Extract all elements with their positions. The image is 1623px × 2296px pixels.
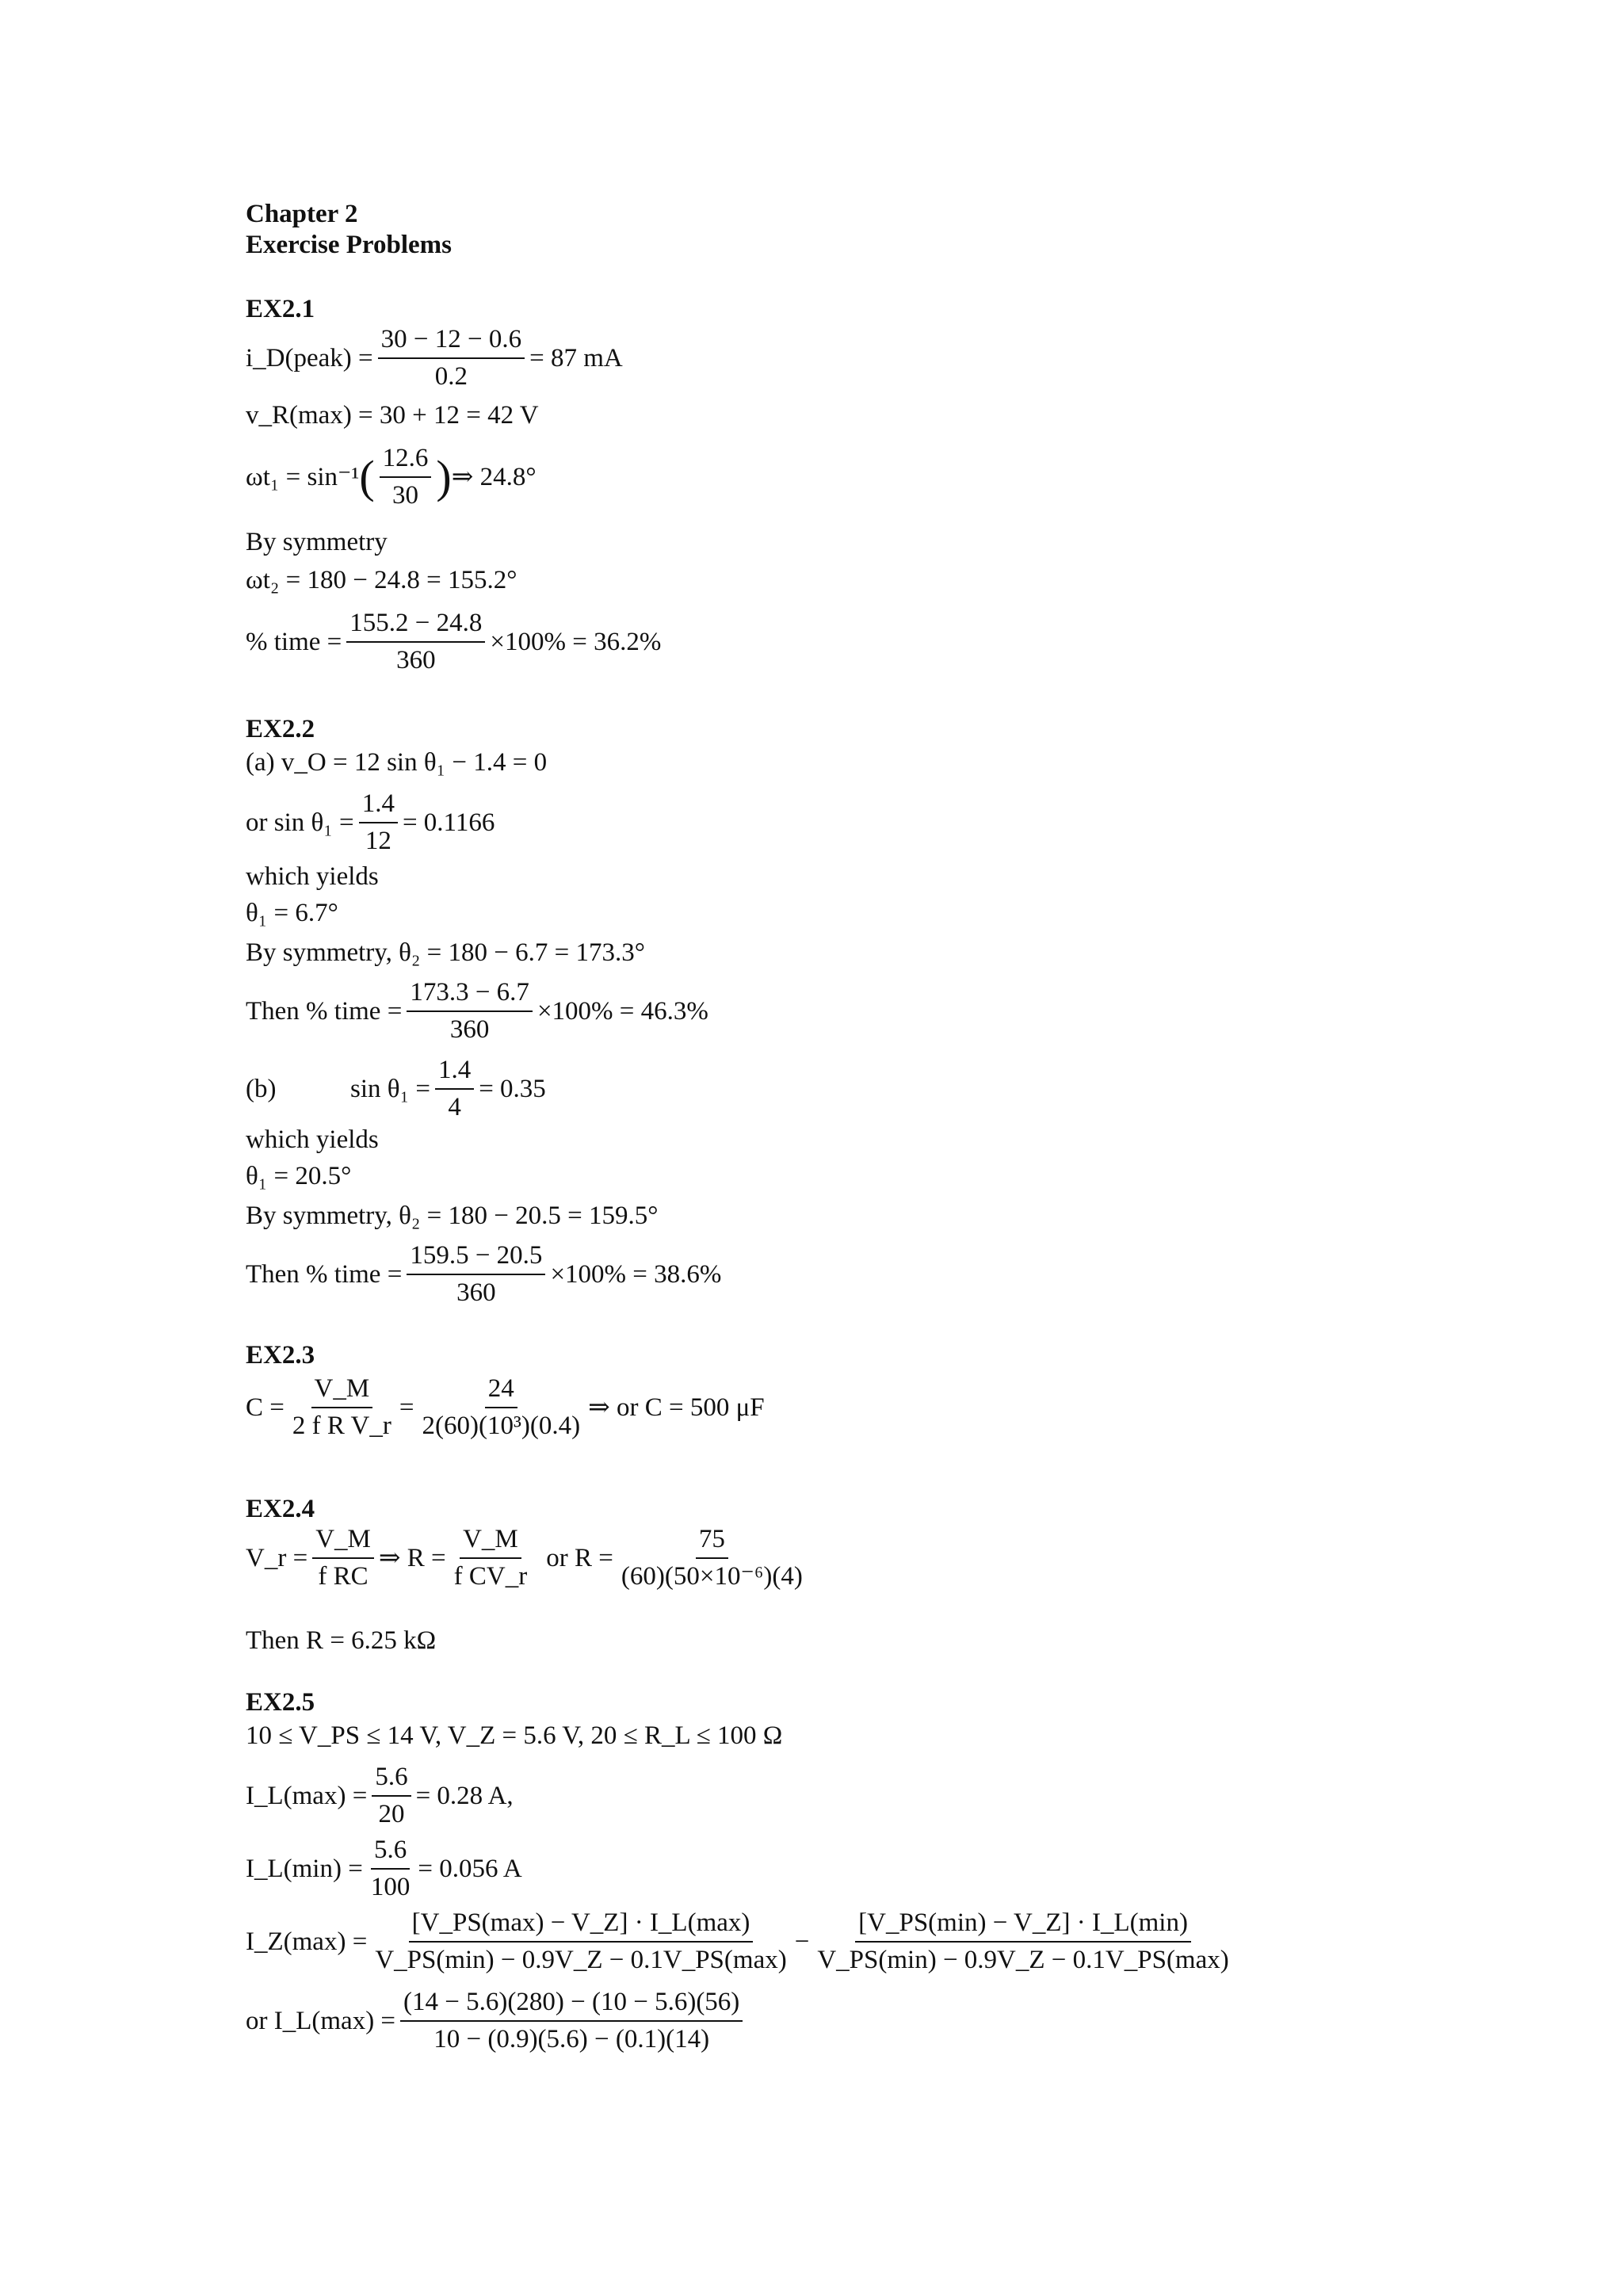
ex24-or: or R =	[546, 1543, 613, 1572]
ex25-solve-lhs: or I_L(max) =	[246, 2006, 396, 2035]
ex21-omega-t1	[246, 445, 537, 509]
ex22-b-pct-fraction	[407, 1243, 545, 1306]
ex22-b-sin-num: 1.4	[435, 1057, 474, 1090]
ex25-solve-num: (14 − 5.6)(280) − (10 − 5.6)(56)	[400, 1989, 743, 2022]
ex25-conditions: 10 ≤ V_PS ≤ 14 V, V_Z = 5.6 V, 20 ≤ R_L ≤ 100 Ω	[246, 1721, 783, 1750]
ex25-ilmin-rhs: = 0.056 A	[418, 1854, 522, 1883]
ex24-f2-num: V_M	[460, 1526, 521, 1559]
ex23-fraction-2	[418, 1376, 583, 1439]
ex21-omega-fraction	[380, 445, 432, 509]
ex22-b-sin-lhs: sin θ₁ =	[350, 1074, 430, 1103]
ex22-b-pct-num: 159.5 − 20.5	[407, 1243, 545, 1275]
ex22-a-sin-den: 12	[365, 827, 391, 855]
ex22-b-theta1: θ₁ = 20.5°	[246, 1162, 352, 1190]
ex21-percent-time	[246, 610, 661, 674]
ex24-ripple	[246, 1526, 811, 1590]
ex21-pct-num: 155.2 − 24.8	[346, 610, 485, 643]
ex21-title: EX2.1	[246, 295, 315, 323]
ex25-ilmax-num: 5.6	[372, 1764, 411, 1797]
ex25-izmax-lhs: I_Z(max) =	[246, 1927, 368, 1956]
ex22-a-pct-den: 360	[449, 1015, 490, 1044]
ex21-peak-rhs: = 87 mA	[529, 343, 623, 372]
ex24-f1-den: f RC	[318, 1562, 369, 1591]
ex23-f1-den: 2 f R V_r	[292, 1412, 391, 1440]
ex25-il-max	[246, 1764, 514, 1828]
ex25-solve-fraction	[400, 1989, 743, 2053]
ex25-ilmax-rhs: = 0.28 A,	[415, 1781, 514, 1810]
chapter-heading: Chapter 2	[246, 200, 358, 228]
ex21-pct-rhs: ×100% = 36.2%	[490, 627, 662, 656]
ex25-solve-den: 10 − (0.9)(5.6) − (0.1)(14)	[433, 2025, 710, 2053]
ex23-fraction-1	[289, 1376, 395, 1439]
ex21-omega-num: 12.6	[380, 445, 432, 478]
ex22-title: EX2.2	[246, 715, 315, 743]
ex24-mid: ⇒ R =	[378, 1543, 446, 1572]
ex21-omega-den: 30	[392, 481, 419, 510]
ex21-peak-den: 0.2	[434, 362, 468, 391]
ex24-fraction-2	[451, 1526, 531, 1590]
ex24-fraction-1	[312, 1526, 374, 1590]
ex22-b-sin	[246, 1057, 546, 1121]
left-paren-icon: (	[359, 451, 375, 502]
ex24-title: EX2.4	[246, 1495, 315, 1523]
ex21-pct-lhs: % time =	[246, 627, 342, 656]
ex25-izmax-f2-den: V_PS(min) − 0.9V_Z − 0.1V_PS(max)	[817, 1946, 1229, 1974]
ex24-f3-den: (60)(50×10⁻⁶)(4)	[621, 1562, 803, 1591]
ex21-peak-lhs: i_D(peak) =	[246, 343, 373, 372]
ex23-f2-den: 2(60)(10³)(0.4)	[422, 1412, 581, 1440]
section-heading: Exercise Problems	[246, 231, 452, 259]
ex22-b-pct-rhs: ×100% = 38.6%	[550, 1259, 722, 1289]
ex25-title: EX2.5	[246, 1688, 315, 1717]
ex24-fraction-3	[618, 1526, 806, 1590]
ex22-a-sin	[246, 791, 495, 854]
ex22-a-pct-fraction	[407, 980, 533, 1043]
ex22-a-pct-num: 173.3 − 6.7	[407, 980, 533, 1012]
ex22-b-pct-lhs: Then % time =	[246, 1259, 403, 1289]
ex21-vr-max: v_R(max) = 30 + 12 = 42 V	[246, 401, 539, 430]
ex22-b-yields: which yields	[246, 1125, 379, 1154]
ex24-f3-num: 75	[696, 1526, 728, 1559]
ex25-ilmax-fraction	[372, 1764, 411, 1828]
ex25-ilmin-den: 100	[370, 1873, 411, 1901]
ex22-a-theta1: θ₁ = 6.7°	[246, 899, 338, 927]
ex22-a-sin-num: 1.4	[359, 791, 398, 823]
ex25-il-max-solve	[246, 1989, 747, 2053]
ex21-pct-fraction	[346, 610, 485, 674]
ex23-title: EX2.3	[246, 1341, 315, 1370]
ex25-izmax-f2-num: [V_PS(min) − V_Z] · I_L(min)	[855, 1910, 1191, 1943]
ex22-a-yields: which yields	[246, 862, 379, 891]
ex22-a-pct-rhs: ×100% = 46.3%	[537, 996, 708, 1026]
ex25-ilmax-lhs: I_L(max) =	[246, 1781, 368, 1810]
ex22-a-equation: (a) v_O = 12 sin θ₁ − 1.4 = 0	[246, 748, 548, 777]
ex24-lhs: V_r =	[246, 1543, 308, 1572]
ex24-result: Then R = 6.25 kΩ	[246, 1626, 437, 1655]
ex21-peak-fraction	[378, 327, 525, 390]
ex23-f1-num: V_M	[311, 1376, 373, 1408]
ex24-f1-num: V_M	[312, 1526, 374, 1559]
ex23-eq: =	[399, 1392, 414, 1422]
ex25-ilmin-fraction	[368, 1837, 414, 1901]
ex22-b-sin-rhs: = 0.35	[479, 1074, 546, 1103]
ex25-izmax-f1-num: [V_PS(max) − V_Z] · I_L(max)	[409, 1910, 754, 1943]
ex22-a-pct-lhs: Then % time =	[246, 996, 403, 1026]
ex22-b-pct-den: 360	[456, 1278, 496, 1307]
ex22-b-symmetry: By symmetry, θ₂ = 180 − 20.5 = 159.5°	[246, 1201, 659, 1230]
right-paren-icon: )	[436, 451, 452, 502]
ex22-a-percent-time	[246, 980, 708, 1043]
ex21-omega-rhs: ⇒ 24.8°	[451, 462, 537, 491]
ex22-b-percent-time	[246, 1243, 721, 1306]
ex25-il-min	[246, 1837, 522, 1901]
ex23-capacitance	[246, 1376, 765, 1439]
ex25-izmax-fraction-1	[372, 1910, 789, 1973]
ex25-ilmax-den: 20	[378, 1800, 405, 1828]
ex22-b-sin-fraction	[435, 1057, 474, 1121]
ex23-lhs: C =	[246, 1392, 285, 1422]
ex25-ilmin-num: 5.6	[371, 1837, 410, 1870]
ex22-a-sin-rhs: = 0.1166	[402, 808, 495, 837]
ex22-b-sin-den: 4	[448, 1093, 461, 1121]
ex21-peak-num: 30 − 12 − 0.6	[378, 327, 525, 359]
ex22-a-sin-fraction	[359, 791, 398, 854]
ex25-ilmin-lhs: I_L(min) =	[246, 1854, 363, 1883]
ex22-a-sin-lhs: or sin θ₁ =	[246, 808, 354, 837]
ex21-omega-t2: ωt₂ = 180 − 24.8 = 155.2°	[246, 566, 517, 594]
ex25-izmax-f1-den: V_PS(min) − 0.9V_Z − 0.1V_PS(max)	[375, 1946, 787, 1974]
ex22-b-label: (b)	[246, 1074, 277, 1103]
ex21-symmetry: By symmetry	[246, 528, 388, 556]
ex23-rhs: ⇒ or C = 500 μF	[588, 1392, 765, 1422]
ex25-izmax-minus: −	[794, 1927, 810, 1956]
ex24-f2-den: f CV_r	[453, 1562, 528, 1591]
ex21-pct-den: 360	[396, 646, 436, 674]
ex23-f2-num: 24	[485, 1376, 517, 1408]
ex25-izmax-fraction-2	[814, 1910, 1232, 1973]
ex22-a-symmetry: By symmetry, θ₂ = 180 − 6.7 = 173.3°	[246, 938, 645, 967]
ex25-iz-max	[246, 1910, 1237, 1973]
ex21-omega-lhs: ωt₁ = sin⁻¹	[246, 462, 360, 491]
ex21-peak-current	[246, 327, 623, 390]
